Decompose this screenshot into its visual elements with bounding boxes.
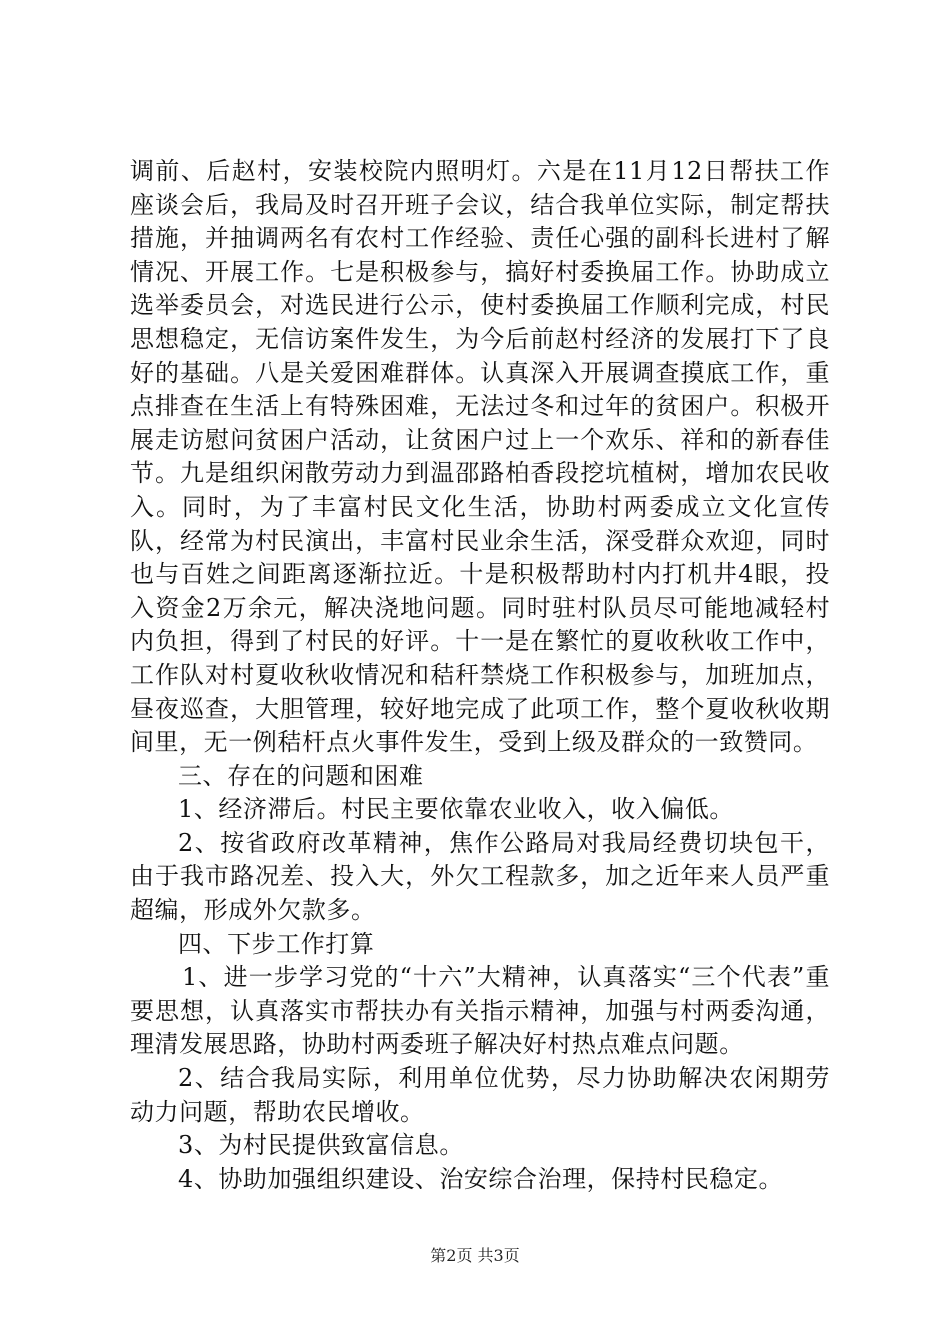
paragraph-plan-2: 2、结合我局实际，利用单位优势，尽力协助解决农闲期劳动力问题，帮助农民增收。 [130,1064,830,1126]
paragraph-problem-2: 2、按省政府改革精神，焦作公路局对我局经费切块包干，由于我市路况差、投入大，外欠工程款多，加之近年来人员严重超编，形成外欠款多。 [130,828,830,925]
paragraph-problem-1: 1、经济滞后。村民主要依靠农业收入，收入偏低。 [178,795,734,824]
document-body [130,155,830,1196]
paragraph-work-details: 调前、后赵村，安装校院内照明灯。六是在11月12日帮扶工作座谈会后，我局及时召开班子会议，结合我单位实际，制定帮扶措施，并抽调两名有农村工作经验、责任心强的副科长进村了解情况、开展工作。七是积极参与，搞好村委换届工作。协助成立选举委员会，对选民进行公示，使村委换届工作顺利完成，村民思想稳定，无信访案件发生，为今后前赵村经济的发展打下了良好的基础。八是关爱困难群体。认真深入开展调查摸底工作，重点排查在生活上有特殊困难，无法过冬和过年的贫困户。积极开展走访慰问贫困户活动，让贫困户过上一个欢乐、祥和的新春佳节。九是组织闲散劳动力到温邵路柏香段挖坑植树，增加农民收入。同时，为了丰富村民文化生活，协助村两委成立文化宣传队，经常为村民演出，丰富村民业余生活，深受群众欢迎，同时也与百姓之间距离逐渐拉近。十是积极帮助村内打机井4眼，投入资金2万余元，解决浇地问题。同时驻村队员尽可能地减轻村内负担，得到了村民的好评。十一是在繁忙的夏收秋收工作中，工作队对村夏收秋收情况和秸秆禁烧工作积极参与，加班加点，昼夜巡查，大胆管理，较好地完成了此项工作，整个夏收秋收期间里，无一例秸杆点火事件发生，受到上级及群众的一致赞同。 [130,157,830,757]
paragraph-plan-3: 3、为村民提供致富信息。 [178,1131,464,1160]
section-heading-problems: 三、存在的问题和困难 [178,761,424,790]
section-heading-next-steps: 四、下步工作打算 [178,929,375,958]
paragraph-plan-1: 1、进一步学习党的“十六”大精神，认真落实“三个代表”重要思想，认真落实市帮扶办有关指示精神，加强与村两委沟通，理清发展思路，协助村两委班子解决好村热点难点问题。 [130,963,830,1059]
paragraph-plan-4: 4、协助加强组织建设、治安综合治理，保持村民稳定。 [178,1164,784,1193]
page-footer: 第2页 共3页 [430,1246,520,1265]
